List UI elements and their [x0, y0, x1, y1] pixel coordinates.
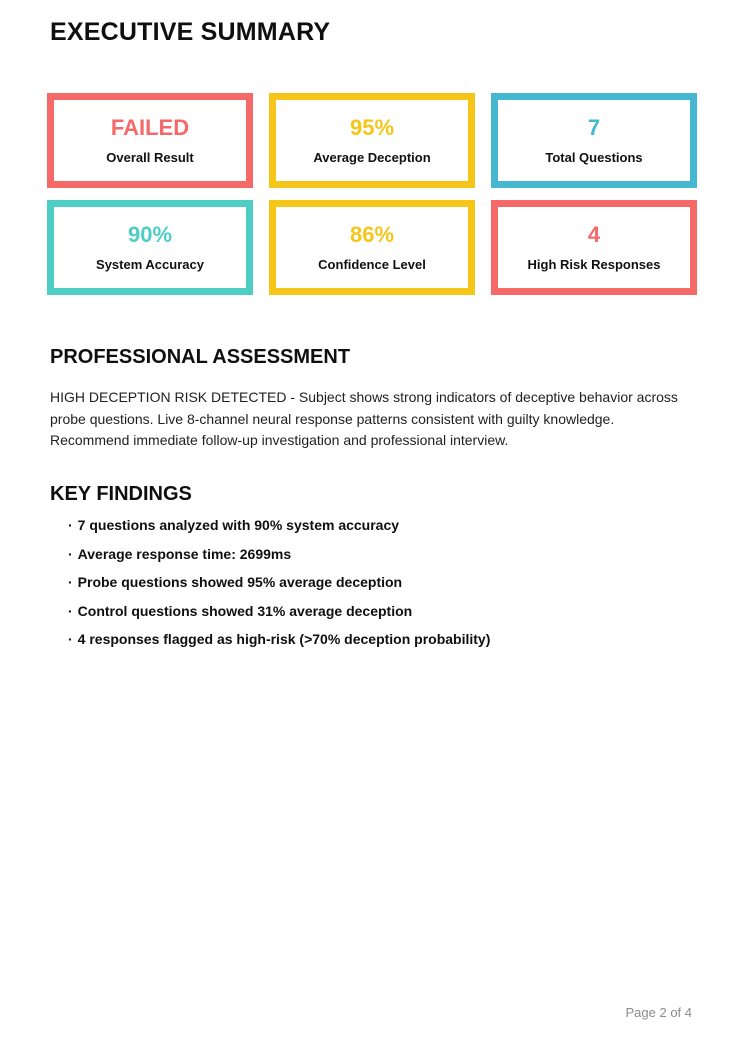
stat-value: 86%: [349, 222, 395, 247]
stat-label: Average Deception: [313, 150, 431, 165]
key-finding-item: [68, 575, 698, 589]
stat-value: 95%: [349, 115, 395, 140]
stat-card-total-questions: [491, 93, 697, 188]
key-findings-list: [68, 518, 698, 661]
professional-assessment-body: HIGH DECEPTION RISK DETECTED - Subject shows strong indicators of deceptive behavior across probe questions. Live 8-channel neural response patterns consistent with guilty knowledge. Recommend immediate follow-up investigation and professional interview.: [50, 389, 678, 448]
key-findings-heading: KEY FINDINGS: [50, 483, 192, 505]
key-finding-text: Average response time: 2699ms: [77, 545, 292, 562]
stat-label: High Risk Responses: [527, 257, 661, 272]
stat-value: 7: [587, 115, 601, 140]
key-finding-item: [68, 604, 698, 618]
stat-label: Overall Result: [106, 150, 194, 165]
key-finding-text: Probe questions showed 95% average deception: [77, 574, 403, 590]
bullet-dot-icon: ·: [68, 517, 73, 533]
page-title: EXECUTIVE SUMMARY: [50, 18, 331, 46]
professional-assessment-heading: PROFESSIONAL ASSESSMENT: [50, 346, 351, 368]
stat-value: FAILED: [110, 115, 190, 140]
stat-card-overall-result: [47, 93, 253, 188]
summary-stats-grid: [47, 93, 697, 295]
key-finding-item: [68, 547, 698, 561]
bullet-dot-icon: ·: [68, 574, 73, 590]
bullet-dot-icon: ·: [68, 631, 73, 647]
stat-label: System Accuracy: [96, 257, 204, 272]
stat-value: 90%: [127, 222, 173, 247]
bullet-dot-icon: ·: [68, 602, 73, 619]
bullet-dot-icon: ·: [68, 545, 73, 562]
key-finding-item: [68, 632, 698, 646]
page-number: Page 2 of 4: [625, 1005, 692, 1020]
key-finding-text: 4 responses flagged as high-risk (>70% deception probability): [77, 631, 491, 647]
key-finding-text: 7 questions analyzed with 90% system accuracy: [77, 517, 400, 533]
stat-card-high-risk-responses: [491, 200, 697, 295]
key-finding-text: Control questions showed 31% average deception: [77, 602, 413, 619]
stat-card-average-deception: [269, 93, 475, 188]
stat-card-confidence-level: [269, 200, 475, 295]
stat-label: Confidence Level: [318, 257, 426, 272]
key-finding-item: [68, 518, 698, 532]
stat-card-system-accuracy: [47, 200, 253, 295]
stat-value: 4: [587, 222, 601, 247]
stat-label: Total Questions: [545, 150, 643, 165]
